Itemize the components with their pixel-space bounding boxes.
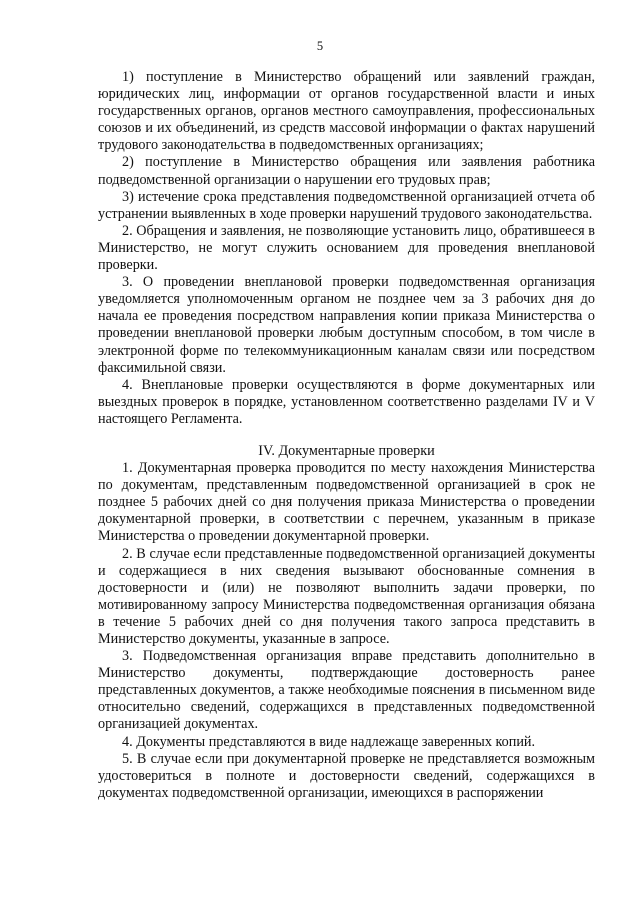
- paragraph: 2. В случае если представленные подведомственной организацией документы и содержащиеся в них сведения вызывают обоснованные сомнения в достоверности и (или) не позволяют выполнить задачи проверки, по мотивированному запросу Министерства подведомственная организация обязана в течение 5 рабочих дней со дня получения такого запроса представить в Министерство документы, указанные в запросе.: [98, 545, 595, 647]
- paragraph: 4. Внеплановые проверки осуществляются в форме документарных или выездных проверок в порядке, установленном соответственно разделами IV и V настоящего Регламента.: [98, 376, 595, 427]
- paragraph: 4. Документы представляются в виде надлежаще заверенных копий.: [122, 733, 536, 750]
- paragraph: 5. В случае если при документарной проверке не представляется возможным удостовериться в полноте и достоверности сведений, содержащихся в документах подведомственной организации, имеющихся в распоряжении: [98, 750, 595, 801]
- paragraph: 3. Подведомственная организация вправе представить дополнительно в Министерство документы, подтверждающие достоверность ранее представленных документов, а также необходимые пояснения в письменном виде относительно сведений, содержащихся в представленных подведомственной организацией документах.: [98, 648, 595, 733]
- document-body: [98, 69, 595, 802]
- paragraph: 3. О проведении внеплановой проверки подведомственная организация уведомляется уполномоченным органом не позднее чем за 3 рабочих дня до начала ее проведения посредством направления копии приказа Министерства о проведении внеплановой проверки любым доступным способом, в том числе в электронной форме по телекоммуникационным каналам связи или посредством факсимильной связи.: [98, 274, 595, 376]
- paragraph: 1. Документарная проверка проводится по месту нахождения Министерства по документам, представленным подведомственной организацией в срок не позднее 5 рабочих дней со дня получения приказа Министерства о проведении документарной проверки, в соответствии с перечнем, указанным в приказе Министерства о проведении документарной проверки.: [98, 460, 595, 545]
- paragraph: 1) поступление в Министерство обращений или заявлений граждан, юридических лиц, информации от органов государственной власти и иных государственных органов, органов местного самоуправления, профессиональных союзов и их объединений, из средств массовой информации о фактах нарушений трудового законодательства в подведомственных организациях;: [98, 69, 595, 154]
- paragraph: 2. Обращения и заявления, не позволяющие установить лицо, обратившееся в Министерство, не могут служить основанием для проведения внеплановой проверки.: [98, 222, 595, 274]
- paragraph: 3) истечение срока представления подведомственной организацией отчета об устранении выявленных в ходе проверки нарушений трудового законодательства.: [98, 188, 595, 222]
- section-title: IV. Документарные проверки: [258, 442, 435, 459]
- page-number: 5: [316, 39, 324, 53]
- paragraph: 2) поступление в Министерство обращения или заявления работника подведомственной организации о нарушении его трудовых прав;: [98, 154, 595, 188]
